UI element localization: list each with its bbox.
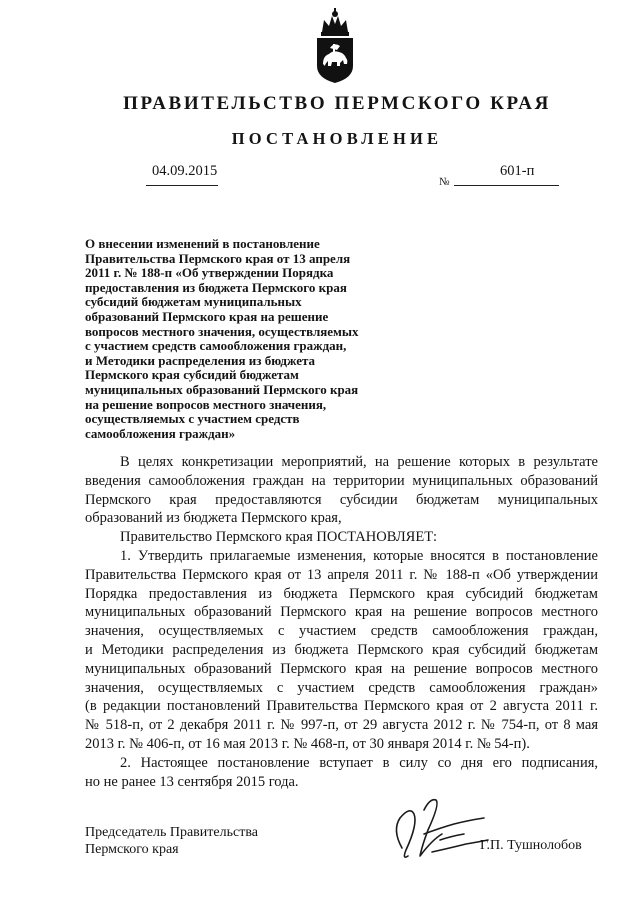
body-line: Пермского края предоставляются субсидии бюджетам муниципальных [85, 491, 598, 508]
signatory-position [85, 824, 258, 858]
subject-line: самообложения граждан» [85, 425, 236, 441]
subject-line: вопросов местного значения, осуществляемых [85, 323, 359, 339]
subject-line: на решение вопросов местного значения, [85, 396, 327, 412]
body-line: (в редакции постановлений Правительства Пермского края от 2 августа 2011 г. [85, 698, 598, 715]
subject-line: Пермского края субсидий бюджетам [85, 367, 299, 383]
government-title: ПРАВИТЕЛЬСТВО ПЕРМСКОГО КРАЯ [123, 93, 551, 114]
body-line: Правительства Пермского края от 13 апреля 2011 г. № 188-п «Об утверждении [85, 566, 598, 583]
coat-of-arms-emblem [313, 8, 357, 84]
document-body [85, 453, 598, 791]
body-line: 2013 г. № 406-п, от 16 мая 2013 г. № 468-п, от 30 января 2014 г. № 54-п). [85, 735, 530, 752]
body-line: 2. Настоящее постановление вступает в силу со дня его подписания, [120, 754, 598, 771]
body-line: введения самообложения граждан на территории муниципальных образований [85, 472, 598, 489]
subject-line: образований Пермского края на решение [85, 308, 329, 324]
document-date: 04.09.2015 [152, 163, 218, 179]
subject-line: субсидий бюджетам муниципальных [85, 294, 302, 310]
body-line: значения, осуществляемых с участием средств самообложения граждан, [85, 623, 598, 640]
body-line: Порядка предоставления из бюджета Пермского края субсидий бюджетам [85, 585, 598, 602]
body-line: В целях конкретизации мероприятий, на решение которых в результате [120, 454, 598, 470]
date-underline [146, 185, 218, 186]
subject-line: осуществляемых с участием средств [85, 411, 300, 427]
number-underline [454, 185, 559, 186]
subject-line: О внесении изменений в постановление [85, 236, 320, 251]
subject-line: и Методики распределения из бюджета [85, 352, 316, 368]
body-line: 1. Утвердить прилагаемые изменения, которые вносятся в постановление [120, 547, 598, 564]
signatory-name: Г.П. Тушнолобов [480, 838, 582, 853]
body-line: муниципальных образований Пермского края на решение вопросов местного [85, 660, 598, 677]
handwritten-signature [380, 790, 515, 870]
document-type: ПОСТАНОВЛЕНИЕ [231, 129, 443, 148]
subject-line: предоставления из бюджета Пермского края [85, 279, 347, 295]
subject-line: Правительства Пермского края от 13 апреля [85, 250, 351, 266]
body-line: № 518-п, от 2 декабря 2011 г. № 997-п, от 29 августа 2012 г. № 754-п, от 8 мая [85, 717, 598, 734]
body-line: муниципальных образований Пермского края на решение вопросов местного [85, 604, 598, 621]
number-sign: № [439, 176, 450, 188]
body-line: Правительство Пермского края ПОСТАНОВЛЯЕТ: [120, 529, 438, 546]
document-number: 601-п [500, 163, 535, 179]
document-subject [85, 237, 425, 441]
signatory-position-line: Пермского края [85, 842, 179, 857]
body-line: образований из бюджета Пермского края, [85, 510, 342, 527]
body-line: значения, осуществляемых с участием средств самообложения граждан» [85, 679, 598, 696]
body-line: и Методики распределения из бюджета Пермского края субсидий бюджетам [85, 641, 598, 658]
body-line: но не ранее 13 сентября 2015 года. [85, 773, 299, 790]
subject-line: 2011 г. № 188-п «Об утверждении Порядка [85, 265, 334, 281]
signatory-position-line: Председатель Правительства [85, 825, 258, 840]
subject-line: муниципальных образований Пермского края [85, 381, 359, 397]
subject-line: с участием средств самообложения граждан, [85, 338, 347, 354]
